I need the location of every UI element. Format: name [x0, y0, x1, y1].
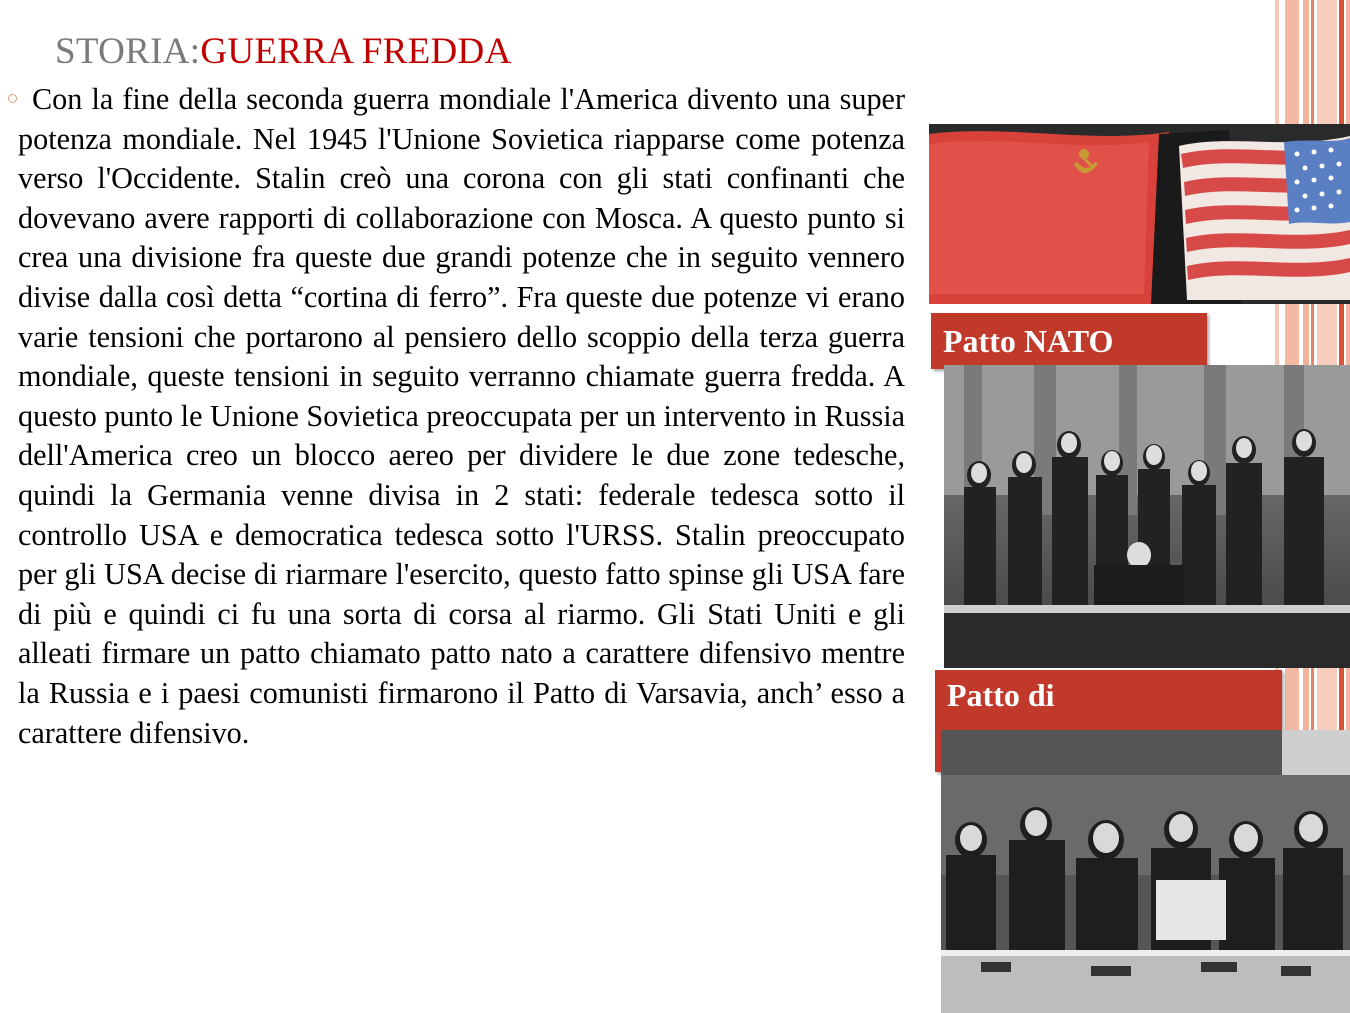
varsavia-label-line1: Patto di	[947, 677, 1055, 713]
slide-title	[55, 30, 512, 73]
nato-signing-photo	[944, 365, 1350, 668]
nato-label: Patto NATO	[931, 313, 1207, 369]
title-subject: GUERRA FREDDA	[200, 31, 512, 72]
title-prefix: STORIA:	[55, 31, 201, 72]
bullet-icon	[8, 94, 17, 103]
body-paragraph: Con la fine della seconda guerra mondiale l'America divento una super potenza mondiale. Nel 1945 l'Unione Sovietica riapparse come potenza verso l'Occidente. Stalin creò una corona con gli stati confinanti che dovevano avere rapporti di collaborazione con Mosca. A questo punto si crea una divisione fra queste due grandi potenze che in seguito vennero divise dalla così detta “cortina di ferro”. Fra queste due potenze vi erano varie tensioni che portarono al pensiero dello scoppio della terza guerra mondiale, queste tensioni in seguito verranno chiamate guerra fredda. A questo punto le Unione Sovietica preoccupata per un intervento in Russia dell'America creo un blocco aereo per dividere le due zone tedesche, quindi la Germania venne divisa in 2 stati: federale tedesca sotto il controllo USA e democratica tedesca sotto l'URSS. Stalin preoccupato per gli USA decise di riarmare l'esercito, questo fatto spinse gli USA fare di più e quindi ci fu una sorta di corsa al riarmo. Gli Stati Uniti e gli alleati firmare un patto chiamato patto nato a carattere difensivo mentre la Russia e i paesi comunisti firmarono il Patto di Varsavia, anch’ esso a carattere difensivo.	[18, 82, 905, 750]
ussr-usa-flag-image	[929, 124, 1350, 304]
varsavia-signing-photo	[941, 730, 1350, 1013]
